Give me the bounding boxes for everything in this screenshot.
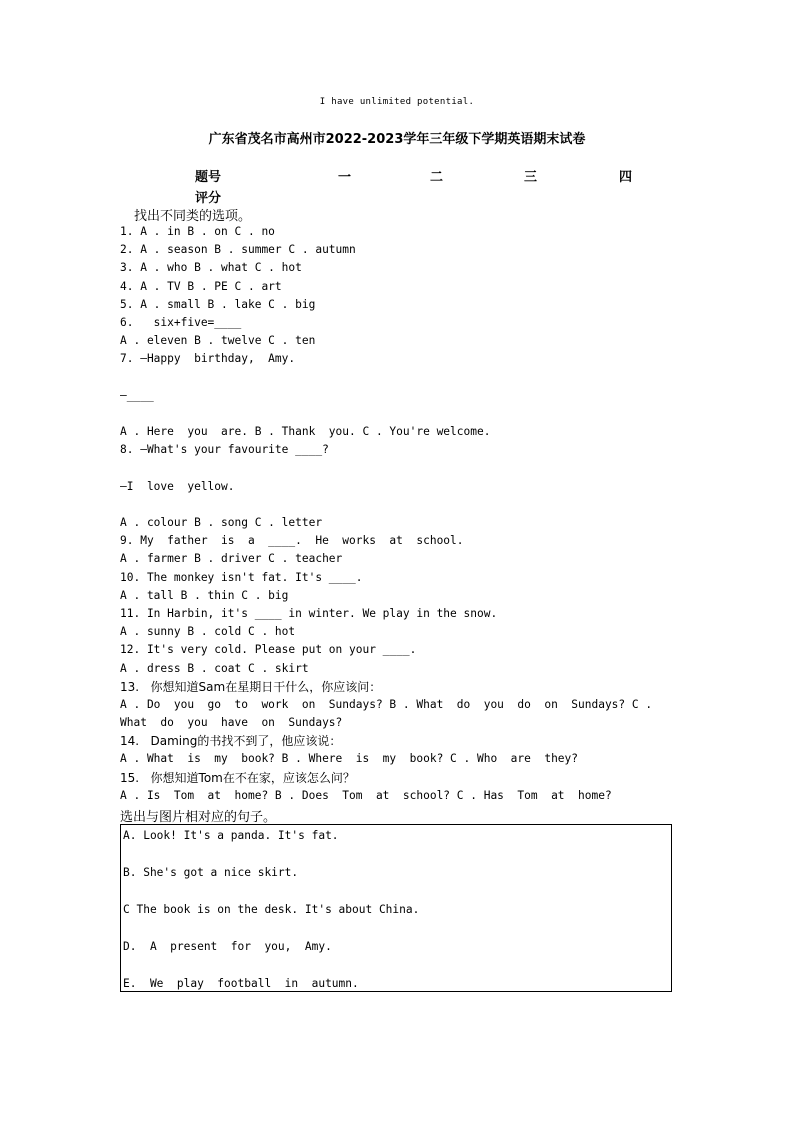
question-line: 2. A . season B . summer C . autumn <box>120 243 356 257</box>
score-table-header-label: 题号 <box>195 170 222 185</box>
score-table-header-row <box>195 166 645 184</box>
question-line: A . colour B . song C . letter <box>120 516 323 529</box>
question-line: What do you have on Sundays? <box>120 716 343 730</box>
question-line: —____ <box>120 388 154 402</box>
blank-line <box>120 405 680 423</box>
question-line: 7. —Happy birthday, Amy. <box>120 352 296 366</box>
question-line: 14. Daming的书找不到了，他应该说： <box>120 734 342 749</box>
blank-line <box>120 459 680 477</box>
question-line: 6. six+five=____ <box>120 315 242 329</box>
page-header-motto: I have unlimited potential. <box>319 97 475 107</box>
question-line: 15. 你想知道Tom在不在家，应该怎么问？ <box>120 770 355 785</box>
question-line: A . dress B . coat C . skirt <box>120 661 309 675</box>
score-table-header-3: 三 <box>524 170 538 185</box>
question-line: A . eleven B . twelve C . ten <box>120 334 316 348</box>
question-line: A . Do you go to work on Sundays? B . What do you do on Sundays? C . <box>120 697 653 711</box>
question-line: A . sunny B . cold C . hot <box>120 625 296 639</box>
question-line: 11. In Harbin, it's ____ in winter. We play in the snow. <box>120 606 498 620</box>
question-line: A . What is my book? B . Where is my book? C . Who are they? <box>120 752 579 766</box>
match-option-b: B. She's got a nice skirt. <box>123 866 299 879</box>
match-option-a: A. Look! It's a panda. It's fat. <box>123 829 339 842</box>
match-option-e: E. We play football in autumn. <box>123 977 359 990</box>
score-table-header-1: 一 <box>338 170 352 185</box>
question-line: 8. —What's your favourite ____? <box>120 443 329 457</box>
question-line: 13. 你想知道Sam在星期日干什么，你应该问： <box>120 679 382 694</box>
question-line: 9. My father is a ____. He works at school. <box>120 534 464 548</box>
question-line: 12. It's very cold. Please put on your ____. <box>120 643 417 657</box>
score-table-header-4: 四 <box>619 170 633 185</box>
question-line: 10. The monkey isn't fat. It's ____. <box>120 570 363 584</box>
exam-title: 广东省茂名市高州市2022-2023学年三年级下学期英语期末试卷 <box>208 132 586 147</box>
question-line: A . farmer B . driver C . teacher <box>120 552 343 566</box>
match-option-d: D. A present for you, Amy. <box>123 940 332 953</box>
section-2-heading: 选出与图片相对应的句子。 <box>120 810 277 825</box>
question-line: —I love yellow. <box>120 479 235 493</box>
question-line: 4. A . TV B . PE C . art <box>120 279 282 293</box>
question-line: A . Here you are. B . Thank you. C . You're welcome. <box>120 425 491 439</box>
question-line: 5. A . small B . lake C . big <box>120 297 316 311</box>
question-line: A . Is Tom at home? B . Does Tom at school? C . Has Tom at home? <box>120 788 612 802</box>
blank-line <box>120 496 680 514</box>
question-line: 3. A . who B . what C . hot <box>120 261 302 275</box>
picture-matching-options-box <box>120 824 672 992</box>
question-line: A . tall B . thin C . big <box>120 588 289 602</box>
score-table-row-label: 评分 <box>195 191 222 206</box>
question-list <box>120 223 680 805</box>
question-line: 1. A . in B . on C . no <box>120 225 275 238</box>
match-option-c: C The book is on the desk. It's about China. <box>123 903 420 916</box>
section-1-heading: 找出不同类的选项。 <box>134 209 252 224</box>
blank-line <box>120 369 680 387</box>
score-table-header-2: 二 <box>430 170 444 185</box>
